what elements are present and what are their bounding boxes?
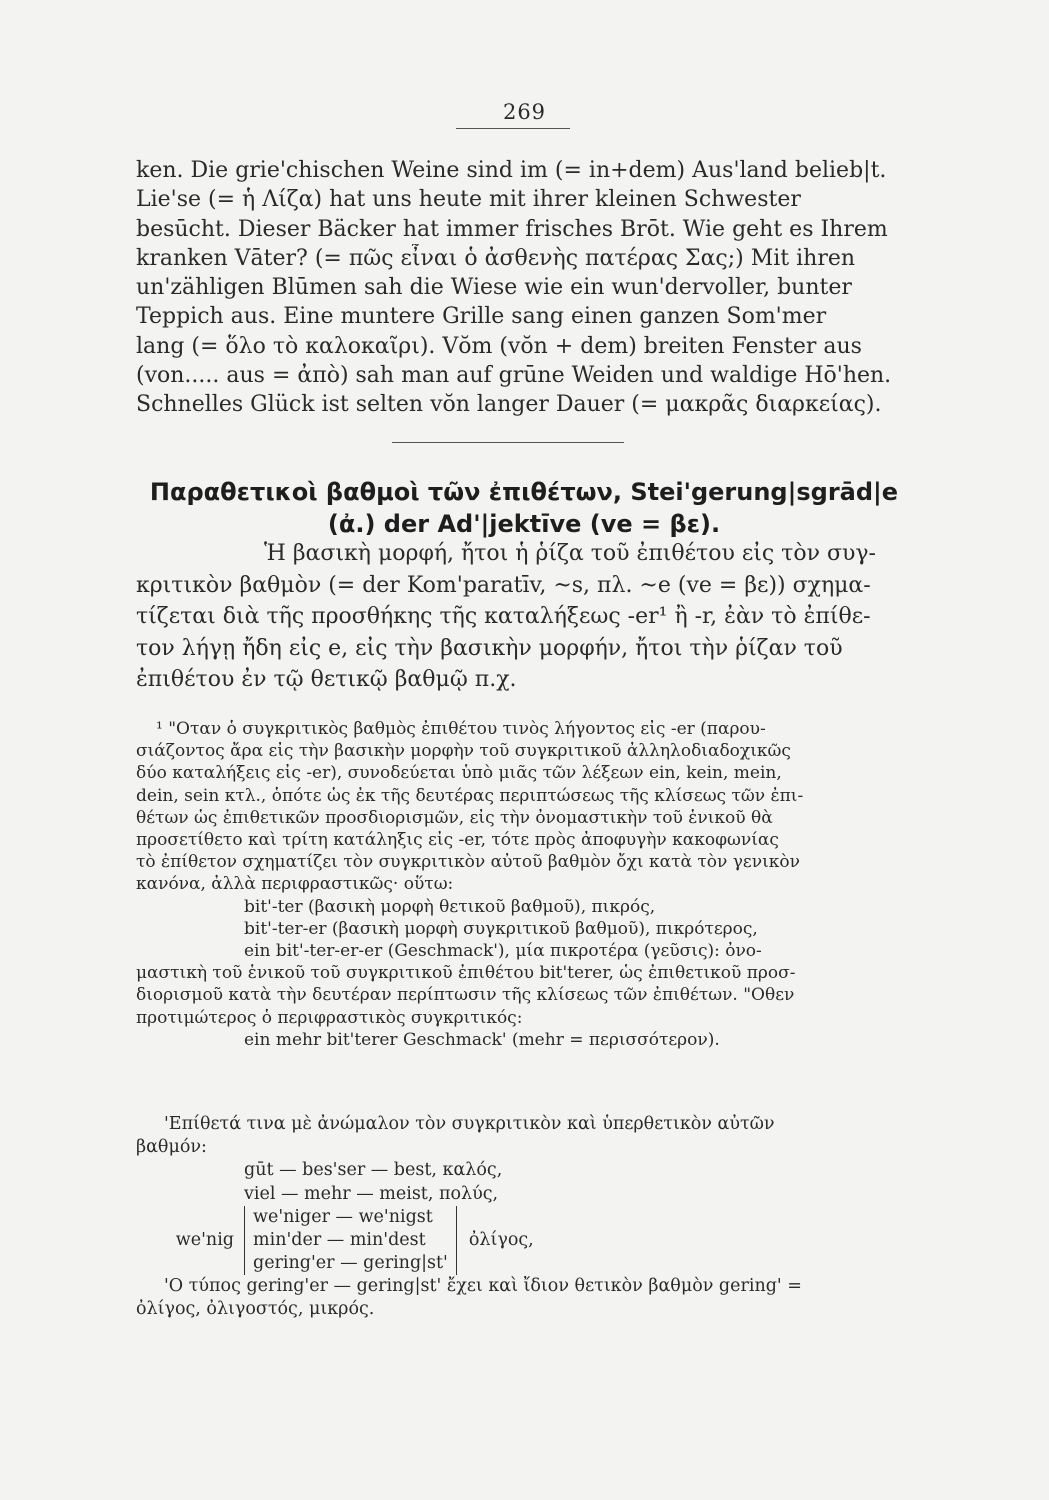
footnote-line: κανόνα, ἀλλὰ περιφραστικῶς· οὕτω: (136, 874, 454, 895)
closing-line: ὀλίγος, ὀλιγοστός, μικρός. (136, 1299, 375, 1320)
footnote-line: μαστικὴ τοῦ ἑνικοῦ τοῦ συγκριτικοῦ ἐπιθέτου bit'terer, ὡς ἐπιθετικοῦ προσ- (136, 963, 796, 984)
text-line: lang (= ὅλο τὸ καλοκαῖρι). Vŏm (vŏn + dem) breiten Fenster aus (136, 333, 862, 359)
wenig-label: we'nig (175, 1229, 234, 1250)
text-line: un'zähligen Blūmen sah die Wiese wie ein wun'dervoller, bunter (136, 275, 852, 301)
wenig-form: we'niger — we'nigst (253, 1206, 433, 1227)
wenig-forms (244, 1206, 457, 1275)
footnote-example: bit'-ter (βασικὴ μορφὴ θετικοῦ βαθμοῦ), πικρός, (244, 896, 656, 917)
text-line: (von..... aus = ἀπὸ) sah man auf grūne Weiden und waldige Hō'hen. (136, 363, 892, 389)
text-line: ἐπιθέτου ἐν τῷ θετικῷ βαθμῷ π.χ. (136, 667, 517, 693)
text-line: Ἡ βασικὴ μορφή, ἤτοι ἡ ῥίζα τοῦ ἐπιθέτου εἰς τὸν συγ- (264, 541, 876, 566)
text-line: besūcht. Dieser Bäcker hat immer frisches Brōt. Wie geht es Ihrem (136, 216, 888, 242)
page-number-rule (456, 128, 570, 129)
footnote-example: ein mehr bit'terer Geschmack' (mehr = περισσότερον). (244, 1029, 720, 1050)
text-line: τίζεται διὰ τῆς προσθήκης τῆς καταλήξεως -er¹ ἢ -r, ἐὰν τὸ ἐπίθε- (136, 604, 871, 630)
text-line: τον λήγῃ ἤδη εἰς e, εἰς τὴν βασικὴν μορφήν, ἤτοι τὴν ῥίζαν τοῦ (136, 635, 843, 661)
comparative-paragraph (136, 538, 906, 696)
section-divider (392, 442, 624, 443)
page-number: 269 (502, 100, 547, 124)
text-line: Lie'se (= ἡ Λίζα) hat uns heute mit ihrer kleinen Schwester (136, 187, 801, 213)
footnote-line: τὸ ἐπίθετον σχηματίζει τὸν συγκριτικὸν αὐτοῦ βαθμὸν ὄχι κατὰ τὸν γενικὸν (136, 852, 800, 873)
footnote-line: dein, sein κτλ., ὁπότε ὡς ἐκ τῆς δευτέρας περιπτώσεως τῆς κλίσεως τῶν ἐπι- (136, 785, 804, 806)
intro-line: 'Επίθετά τινα μὲ ἀνώμαλον τὸν συγκριτικὸν καὶ ὑπερθετικὸν αὐτῶν (164, 1114, 775, 1134)
text-line: kranken Vāter? (= πῶς εἶναι ὁ ἀσθενὴς πατέρας Σας;) Mit ihren (136, 245, 856, 271)
heading-line-1: Παραθετικοὶ βαθμοὶ τῶν ἐπιθέτων, Stei'gerung|sgrād|e (149, 478, 899, 506)
text-line: κριτικὸν βαθμὸν (= der Kom'paratīv, ~s, πλ. ~e (ve = βε)) σχημα- (136, 572, 871, 598)
text-line: Schnelles Glück ist selten vŏn langer Dauer (= μακρᾶς διαρκείας). (136, 392, 882, 418)
footnote-line: προτιμώτερος ὁ περιφραστικὸς συγκριτικός: (136, 1007, 523, 1028)
footnote-line: θέτων ὡς ἐπιθετικῶν προσδιορισμῶν, εἰς τὴν ὀνομαστικὴν τοῦ ἑνικοῦ θὰ (136, 807, 773, 828)
wenig-group (136, 1206, 906, 1275)
text-line: ken. Die grie'chischen Weine sind im (= in+dem) Aus'land belieb|t. (136, 158, 887, 183)
wenig-translation: ὀλίγος, (468, 1229, 534, 1250)
footnote-line: προσετίθετο καὶ τρίτη κατάληξις εἰς -er, τότε πρὸς ἀποφυγὴν κακοφωνίας (136, 830, 779, 851)
heading-line-2: (ἀ.) der Ad'|jektīve (ve = βε). (327, 510, 721, 538)
wenig-form: gering'er — gering|st' (253, 1252, 448, 1273)
comparison-row: viel — mehr — meist, πολύς, (244, 1183, 499, 1204)
text-line: Teppich aus. Eine muntere Grille sang einen ganzen Som'mer (136, 304, 827, 330)
section-heading (136, 476, 912, 540)
footnote-line: δύο καταλήξεις εἰς -er), συνοδεύεται ὑπὸ μιᾶς τῶν λέξεων ein, kein, mein, (136, 763, 782, 784)
footnote-example: ein bit'-ter-er-er (Geschmack'), μία πικροτέρα (γεῦσις): ὀνο- (244, 941, 762, 962)
footnote-example: bit'-ter-er (βασικὴ μορφὴ συγκριτικοῦ βαθμοῦ), πικρότερος, (244, 918, 758, 939)
intro-line: βαθμόν: (136, 1137, 207, 1158)
footnote-line: ¹ "Οταν ὁ συγκριτικὸς βαθμὸς ἐπιθέτου τινὸς λήγοντος εἰς -er (παρου- (156, 719, 766, 739)
closing-line: 'Ο τύπος gering'er — gering|st' ἔχει καὶ ἴδιον θετικὸν βαθμὸν gering' = (164, 1275, 802, 1296)
footnote (136, 718, 906, 1051)
comparison-row: gūt — bes'ser — best, καλός, (244, 1160, 503, 1181)
wenig-form: min'der — min'dest (253, 1229, 426, 1250)
footnote-line: σιάζοντος ἄρα εἰς τὴν βασικὴν μορφὴν τοῦ συγκριτικοῦ ἀλληλοδιαδοχικῶς (136, 741, 791, 762)
footnote-line: διορισμοῦ κατὰ τὴν δευτέραν περίπτωσιν τῆς κλίσεως τῶν ἐπιθέτων. "Οθεν (136, 985, 795, 1006)
irregular-comparison (136, 1113, 906, 1321)
main-paragraph (136, 156, 906, 420)
